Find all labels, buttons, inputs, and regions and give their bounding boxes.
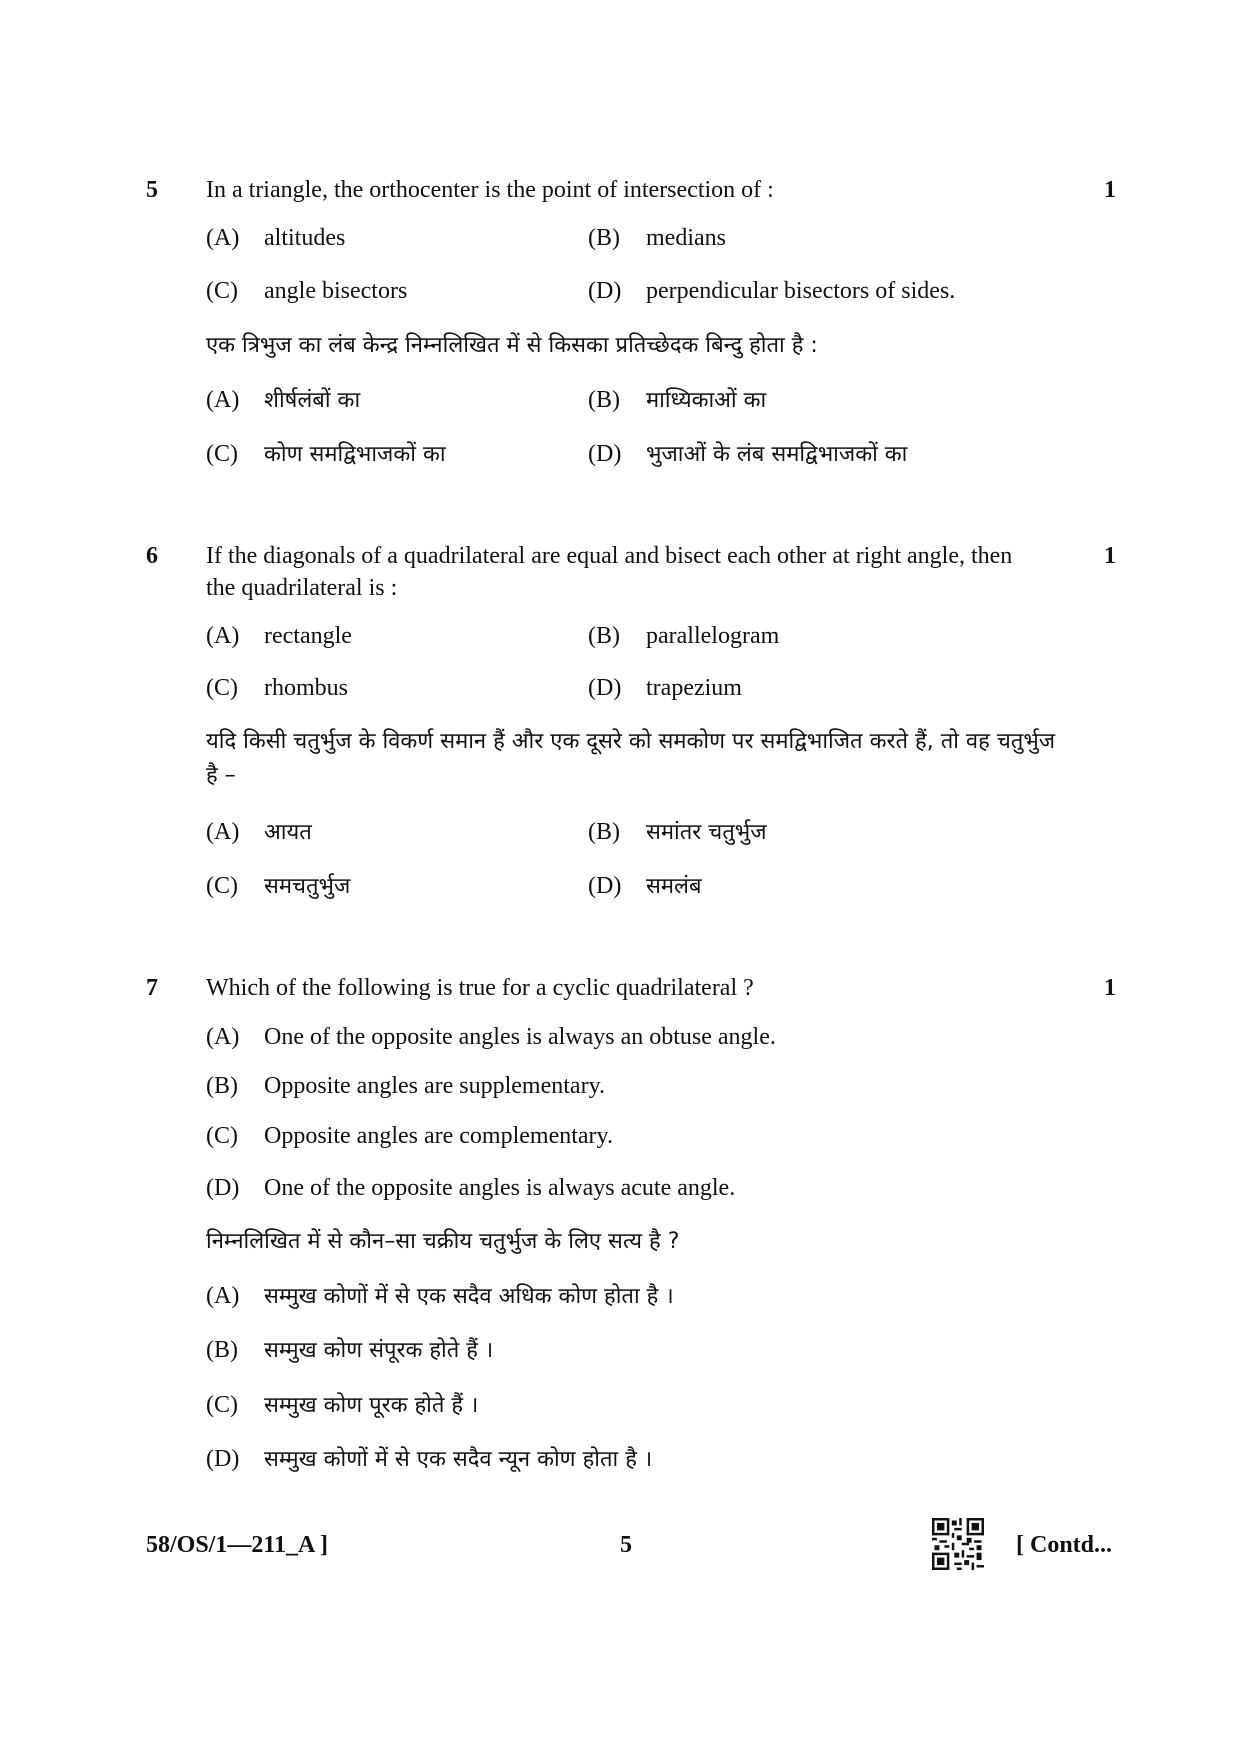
- option-hi-d: [588, 870, 702, 903]
- question-number: 5: [146, 177, 158, 203]
- question-marks: 1: [1104, 177, 1116, 203]
- question-marks: 1: [1104, 543, 1116, 569]
- option-text: समलंब: [646, 874, 702, 899]
- option-label: (B): [588, 819, 620, 845]
- option-hi-d: [588, 438, 907, 471]
- option-en-d: [588, 275, 955, 307]
- option-text: parallelogram: [646, 623, 780, 649]
- question-number: 7: [146, 975, 158, 1001]
- option-label: (C): [206, 1123, 238, 1149]
- option-label: (C): [206, 278, 238, 304]
- option-en-b: [588, 620, 779, 652]
- option-en-d: [206, 1172, 735, 1204]
- option-hi-c: [206, 870, 350, 903]
- option-text: Opposite angles are supplementary.: [264, 1073, 606, 1099]
- option-hi-a: [206, 816, 312, 849]
- option-label: (A): [206, 819, 240, 845]
- option-text: समांतर चतुर्भुज: [646, 820, 767, 845]
- option-label: (A): [206, 387, 240, 413]
- option-label: (C): [206, 1392, 238, 1418]
- option-text: माध्यिकाओं का: [646, 388, 767, 413]
- continued-label: [ Contd...: [1016, 1532, 1113, 1558]
- question-marks: 1: [1104, 975, 1116, 1001]
- option-hi-c: [206, 438, 446, 471]
- question-text-hi: एक त्रिभुज का लंब केन्द्र निम्नलिखित में से किसका प्रतिच्छेदक बिन्दु होता है :: [206, 333, 818, 358]
- question-text-hi: निम्नलिखित में से कौन–सा चक्रीय चतुर्भुज के लिए सत्य है ?: [206, 1229, 680, 1254]
- paper-code: 58/OS/1—211_A ]: [146, 1532, 329, 1558]
- option-label: (D): [206, 1446, 240, 1472]
- option-hi-b: [206, 1334, 493, 1367]
- option-text: angle bisectors: [264, 278, 408, 304]
- option-label: (C): [206, 675, 238, 701]
- option-hi-d: [206, 1443, 652, 1476]
- option-label: (A): [206, 1283, 240, 1309]
- option-text: सम्मुख कोण संपूरक होते हैं ।: [264, 1338, 494, 1363]
- question-text-en: In a triangle, the orthocenter is the point of intersection of :: [206, 177, 774, 203]
- option-hi-b: [588, 816, 767, 849]
- option-label: (B): [206, 1337, 238, 1363]
- question-text-en: If the diagonals of a quadrilateral are equal and bisect each other at right angle, then the quadrilateral is :: [206, 543, 1013, 601]
- page-number: 5: [620, 1532, 632, 1558]
- option-en-c: [206, 275, 407, 307]
- option-text: शीर्षलंबों का: [264, 388, 361, 413]
- option-en-b: [206, 1070, 605, 1102]
- option-en-b: [588, 222, 726, 254]
- option-en-d: [588, 672, 742, 704]
- option-text: altitudes: [264, 225, 346, 251]
- option-hi-a: [206, 384, 360, 417]
- option-text: समचतुर्भुज: [264, 874, 351, 899]
- option-label: (C): [206, 441, 238, 467]
- option-text: Opposite angles are complementary.: [264, 1123, 613, 1149]
- option-label: (D): [588, 675, 622, 701]
- option-label: (B): [588, 623, 620, 649]
- option-label: (B): [588, 225, 620, 251]
- question-number: 6: [146, 543, 158, 569]
- qr-code-icon: [932, 1518, 984, 1570]
- option-en-a: [206, 222, 345, 254]
- option-en-a: [206, 1021, 776, 1053]
- option-en-c: [206, 1120, 613, 1152]
- option-hi-a: [206, 1280, 674, 1313]
- option-text: rhombus: [264, 675, 348, 701]
- option-label: (B): [588, 387, 620, 413]
- option-label: (A): [206, 623, 240, 649]
- option-text: medians: [646, 225, 726, 251]
- option-text: भुजाओं के लंब समद्विभाजकों का: [646, 442, 908, 467]
- option-text: perpendicular bisectors of sides.: [646, 278, 956, 304]
- option-label: (A): [206, 225, 240, 251]
- option-hi-b: [588, 384, 766, 417]
- option-text: सम्मुख कोण पूरक होते हैं ।: [264, 1393, 479, 1418]
- option-text: कोण समद्विभाजकों का: [264, 442, 446, 467]
- option-text: One of the opposite angles is always an obtuse angle.: [264, 1024, 776, 1050]
- option-text: rectangle: [264, 623, 352, 649]
- option-label: (B): [206, 1073, 238, 1099]
- option-en-c: [206, 672, 348, 704]
- option-text: आयत: [264, 820, 312, 845]
- option-text: सम्मुख कोणों में से एक सदैव अधिक कोण होता है ।: [264, 1284, 674, 1309]
- option-en-a: [206, 620, 352, 652]
- option-text: One of the opposite angles is always acute angle.: [264, 1175, 736, 1201]
- option-hi-c: [206, 1389, 478, 1422]
- option-label: (D): [588, 441, 622, 467]
- option-label: (A): [206, 1024, 240, 1050]
- option-label: (D): [588, 278, 622, 304]
- option-label: (D): [206, 1175, 240, 1201]
- question-text-hi: यदि किसी चतुर्भुज के विकर्ण समान हैं और एक दूसरे को समकोण पर समद्विभाजित करते हैं, तो वह चतुर्भुज है –: [206, 729, 1056, 788]
- option-text: सम्मुख कोणों में से एक सदैव न्यून कोण होता है ।: [264, 1447, 653, 1472]
- option-text: trapezium: [646, 675, 742, 701]
- question-text-en: Which of the following is true for a cyclic quadrilateral ?: [206, 975, 754, 1001]
- option-label: (C): [206, 873, 238, 899]
- option-label: (D): [588, 873, 622, 899]
